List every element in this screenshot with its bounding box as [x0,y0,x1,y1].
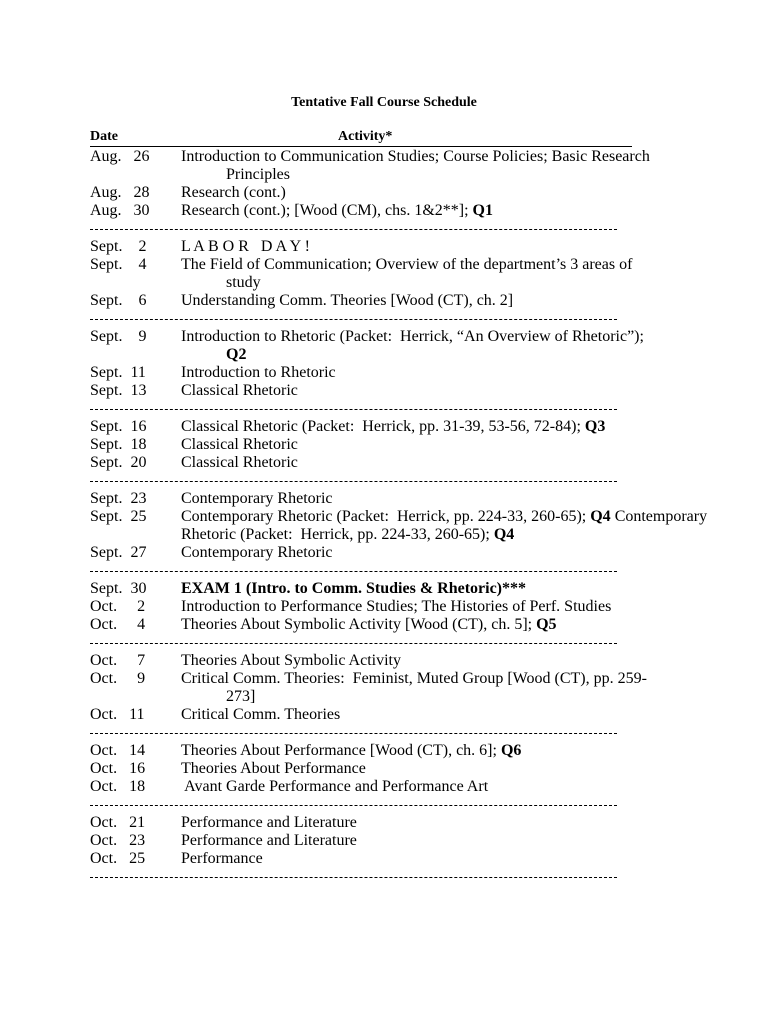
row-date: Sept. 18 [90,436,147,453]
activity-text: Research (cont.) [181,184,286,201]
section-divider [90,571,617,572]
activity-text: Classical Rhetoric (Packet: Herrick, pp. 31-39, 53-56, 72-84); [181,418,585,435]
activity-emphasis: Q4 [493,526,515,543]
table-header [90,128,632,147]
activity-text: Introduction to Rhetoric (Packet: Herrick, “An Overview of Rhetoric”); [181,328,644,345]
row-date: Sept. 27 [90,544,147,561]
row-activity [181,454,298,472]
page-title: Tentative Fall Course Schedule [291,95,477,110]
activity-text: Rhetoric (Packet: Herrick, pp. 224-33, 260-65); [181,526,494,543]
row-activity [181,508,707,526]
row-date: Aug. 26 [90,148,150,165]
row-date: Oct. 25 [90,850,146,867]
activity-text: Contemporary Rhetoric [181,544,333,561]
row-activity [181,328,644,346]
row-date: Sept. 2 [90,238,147,255]
row-activity [181,706,340,724]
activity-text: Performance and Literature [181,832,357,849]
row-activity [181,238,310,256]
activity-text: Performance [181,850,263,867]
date-column-header: Date [90,129,118,144]
activity-text: Introduction to Communication Studies; Course Policies; Basic Research [181,148,650,165]
row-date: Sept. 30 [90,580,147,597]
row-activity [181,598,611,616]
activity-text: 273] [226,688,256,705]
row-date: Sept. 9 [90,328,147,345]
activity-text: L A B O R D A Y ! [181,238,310,255]
row-activity [226,346,246,364]
row-date: Aug. 30 [90,202,150,219]
row-date: Oct. 16 [90,760,146,777]
activity-text: Contemporary Rhetoric [181,490,333,507]
activity-emphasis: Q3 [584,418,606,435]
row-date: Sept. 11 [90,364,146,381]
activity-column-header: Activity* [338,129,393,144]
row-activity [181,652,401,670]
row-date: Oct. 23 [90,832,146,849]
row-activity [181,382,298,400]
row-date: Aug. 28 [90,184,150,201]
activity-text: Classical Rhetoric [181,454,298,471]
activity-text: Critical Comm. Theories [181,706,341,723]
row-date: Sept. 13 [90,382,147,399]
row-activity [181,436,298,454]
row-activity [226,166,290,184]
activity-text-tail: Contemporary [610,508,708,525]
row-date: Sept. 25 [90,508,147,525]
row-activity [181,580,526,598]
activity-text: Principles [226,166,290,183]
activity-text: Research (cont.); [Wood (CM), chs. 1&2**]; [181,202,473,219]
row-activity [181,544,333,562]
activity-text: Classical Rhetoric [181,436,298,453]
row-activity [181,832,357,850]
activity-text: Classical Rhetoric [181,382,298,399]
section-divider [90,643,617,644]
section-divider [90,805,617,806]
activity-emphasis: Q5 [536,616,557,633]
activity-text: Understanding Comm. Theories [Wood (CT), ch. 2] [181,292,514,309]
row-activity [181,814,357,832]
row-activity [181,202,493,220]
row-activity [181,364,336,382]
row-date: Sept. 23 [90,490,147,507]
activity-text: Introduction to Performance Studies; The Histories of Perf. Studies [181,598,612,615]
row-activity [181,850,263,868]
activity-text: The Field of Communication; Overview of the department’s 3 areas of [181,256,633,273]
row-activity [226,274,261,292]
row-activity [181,148,650,166]
row-activity [181,742,521,760]
activity-text: Critical Comm. Theories: Feminist, Muted Group [Wood (CT), pp. 259- [181,670,647,687]
row-date: Oct. 11 [90,706,145,723]
row-activity [181,256,632,274]
activity-emphasis: Q2 [226,346,247,363]
row-date: Oct. 18 [90,778,146,795]
section-divider [90,733,617,734]
row-activity [181,490,333,508]
row-activity [181,670,647,688]
section-divider [90,409,617,410]
section-divider [90,229,617,230]
row-activity [181,526,514,544]
row-date: Oct. 2 [90,598,146,615]
row-activity [226,688,255,706]
activity-emphasis: EXAM 1 (Intro. to Comm. Studies & Rhetoric)*** [181,580,526,597]
activity-text: Performance and Literature [181,814,357,831]
activity-text: study [226,274,261,291]
row-activity [181,616,557,634]
section-divider [90,319,617,320]
row-date: Sept. 20 [90,454,147,471]
row-activity [181,292,513,310]
activity-text: Theories About Performance [Wood (CT), ch. 6]; [181,742,501,759]
row-date: Oct. 9 [90,670,146,687]
section-divider [90,877,617,878]
row-activity [181,184,286,202]
section-divider [90,481,617,482]
row-activity [181,418,605,436]
activity-emphasis: Q4 [590,508,611,525]
activity-emphasis: Q1 [472,202,493,219]
row-date: Oct. 4 [90,616,146,633]
row-date: Oct. 21 [90,814,146,831]
row-date: Oct. 7 [90,652,146,669]
activity-text: Introduction to Rhetoric [181,364,336,381]
activity-text: Theories About Performance [181,760,366,777]
row-activity [181,778,488,796]
row-date: Sept. 6 [90,292,147,309]
activity-text: Theories About Symbolic Activity [Wood (CT), ch. 5]; [181,616,537,633]
activity-text: Theories About Symbolic Activity [181,652,401,669]
activity-emphasis: Q6 [500,742,522,759]
activity-text: Contemporary Rhetoric (Packet: Herrick, pp. 224-33, 260-65); [181,508,591,525]
row-date: Sept. 4 [90,256,147,273]
row-activity [181,760,366,778]
row-date: Sept. 16 [90,418,147,435]
activity-text: Avant Garde Performance and Performance Art [181,778,489,795]
row-date: Oct. 14 [90,742,146,759]
